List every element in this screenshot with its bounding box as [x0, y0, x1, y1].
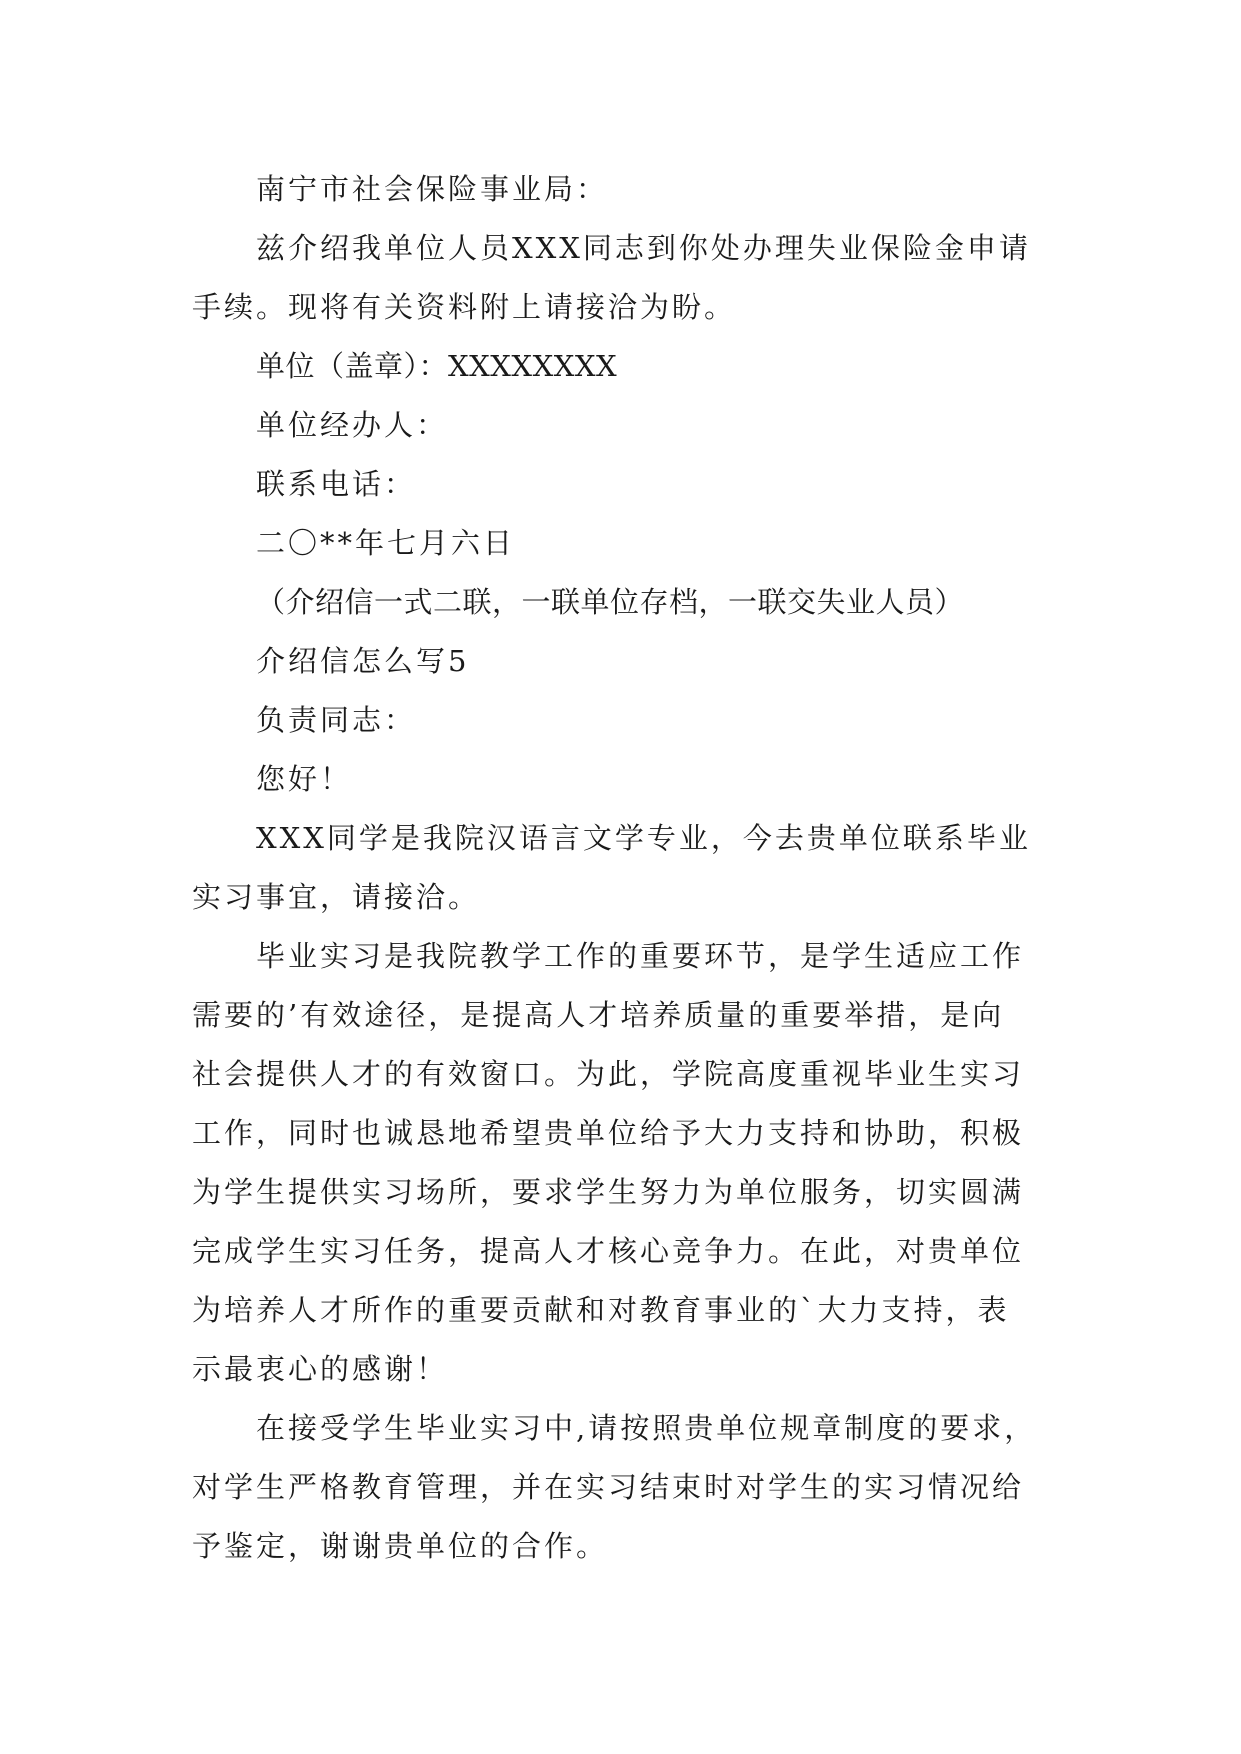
recipient-line: 南宁市社会保险事业局：: [256, 172, 609, 206]
salutation-line: 负责同志：: [256, 703, 417, 737]
date-line: 二〇**年七月六日: [256, 526, 516, 560]
body-line: 手续。现将有关资料附上请接洽为盼。: [192, 290, 737, 324]
phone-line: 联系电话：: [256, 467, 417, 501]
paragraph-line: 予鉴定，谢谢贵单位的合作。: [192, 1529, 609, 1563]
paragraph-line: 工作，同时也诚恳地希望贵单位给予大力支持和协助，积极: [192, 1116, 1025, 1150]
body-line: 兹介绍我单位人员XXX同志到你处办理失业保险金申请: [256, 231, 1031, 265]
paragraph-line: 为学生提供实习场所，要求学生努力为单位服务，切实圆满: [192, 1175, 1025, 1209]
paragraph-line: 实习事宜，请接洽。: [192, 880, 481, 914]
paragraph-line: 为培养人才所作的重要贡献和对教育事业的`大力支持，表: [192, 1293, 1010, 1327]
greeting-line: 您好！: [256, 762, 353, 796]
unit-seal-line: 单位（盖章）：XXXXXXXX: [256, 349, 618, 383]
document-page: [192, 160, 1052, 1576]
note-line: （介绍信一式二联，一联单位存档，一联交失业人员）: [256, 585, 965, 619]
paragraph-line: 社会提供人才的有效窗口。为此，学院高度重视毕业生实习: [192, 1057, 1025, 1091]
paragraph-line: 需要的’有效途径，是提高人才培养质量的重要举措，是向: [192, 998, 1005, 1032]
paragraph-line: 示最衷心的感谢！: [192, 1352, 449, 1386]
paragraph-line: 完成学生实习任务，提高人才核心竞争力。在此，对贵单位: [192, 1234, 1025, 1268]
paragraph-line: 对学生严格教育管理，并在实习结束时对学生的实习情况给: [192, 1470, 1025, 1504]
paragraph-line: 在接受学生毕业实习中,请按照贵单位规章制度的要求，: [256, 1411, 1037, 1445]
paragraph-line: XXX同学是我院汉语言文学专业，今去贵单位联系毕业: [256, 821, 1031, 855]
handler-line: 单位经办人：: [256, 408, 449, 442]
paragraph-line: 毕业实习是我院教学工作的重要环节，是学生适应工作: [256, 939, 1025, 973]
section-title: 介绍信怎么写5: [256, 644, 470, 678]
